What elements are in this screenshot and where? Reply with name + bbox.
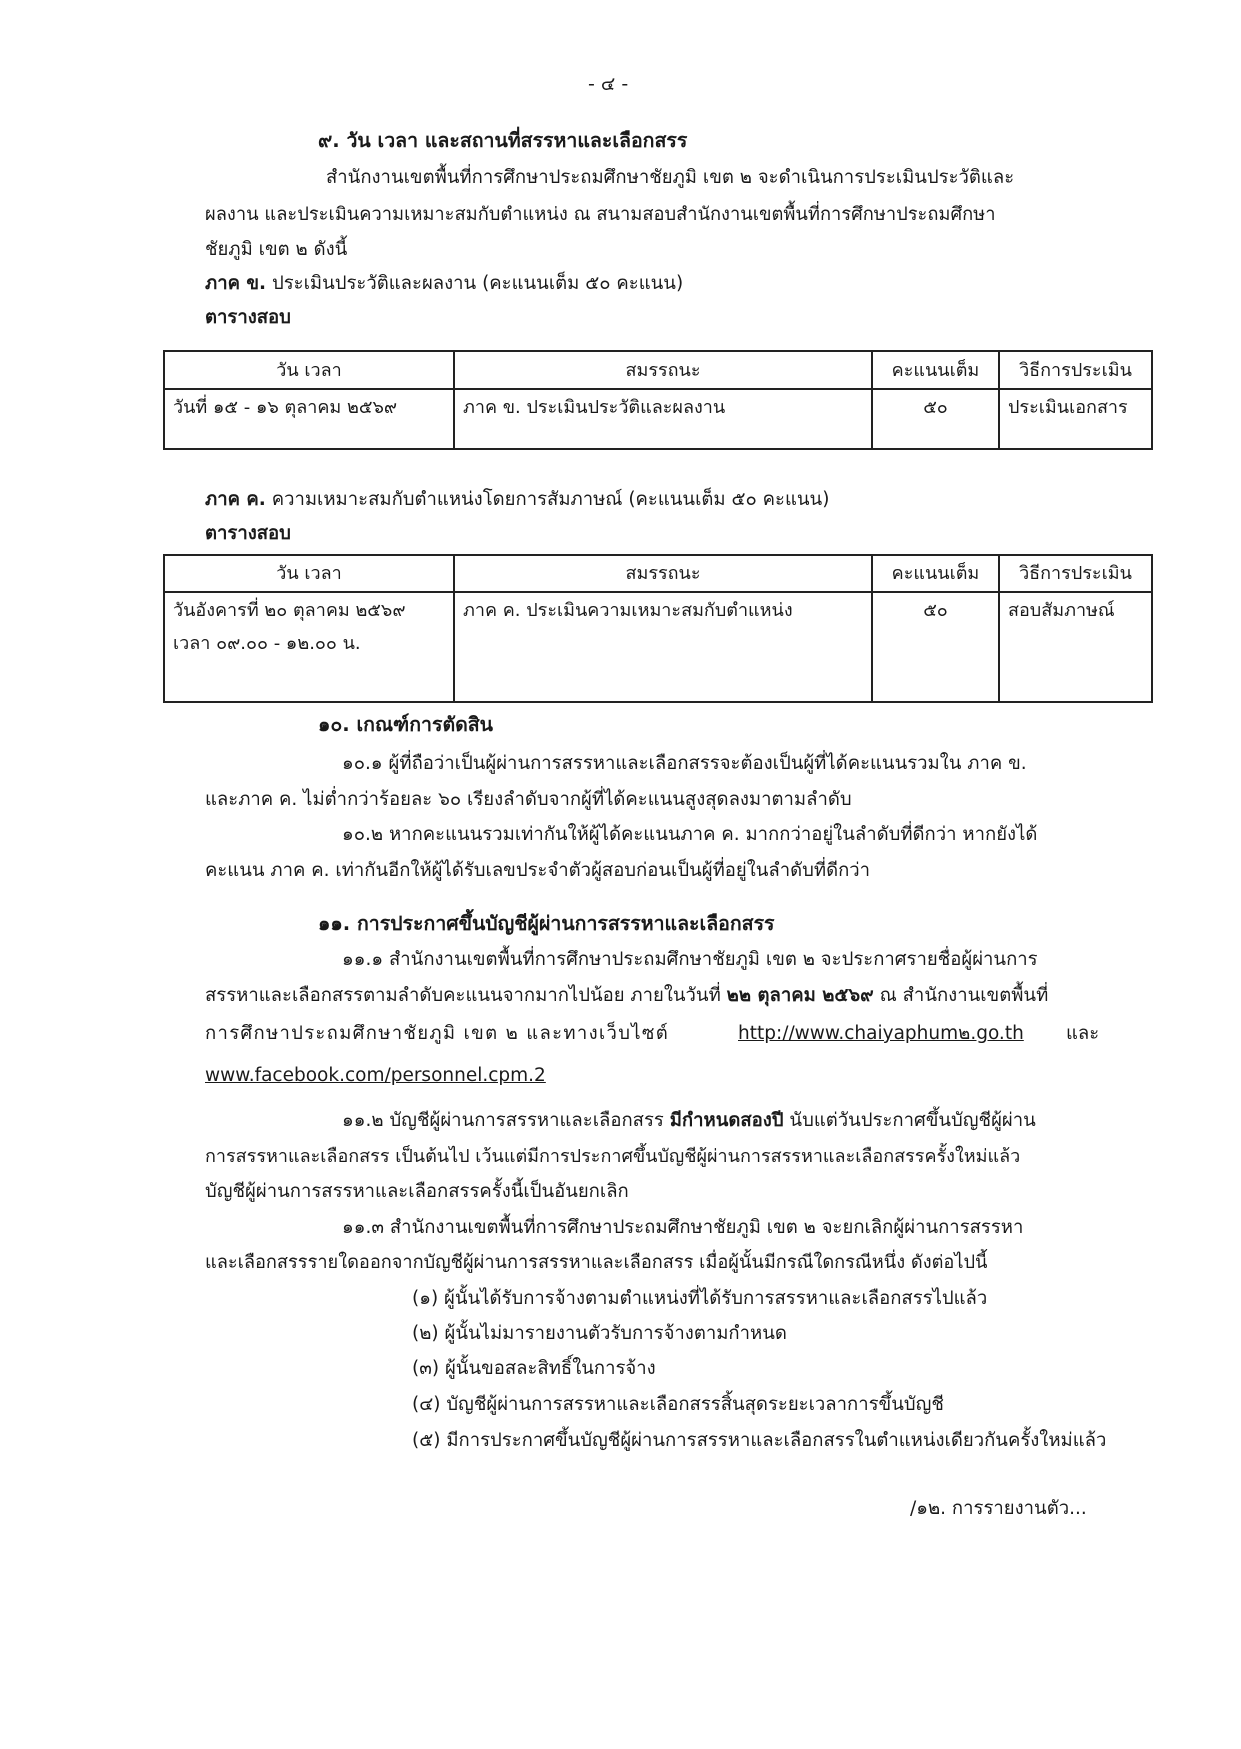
header-competency: สมรรถนะ xyxy=(454,351,872,389)
part-c-schedule-label: ตารางสอบ xyxy=(205,523,291,544)
table-row xyxy=(164,389,1152,449)
section-11-item-3-line-2: และเลือกสรรรายใดออกจากบัญชีผู้ผ่านการสรรหาและเลือกสรร เมื่อผู้นั้นมีกรณีใดกรณีหนึ่ง ดังต่อไปนี้ xyxy=(205,1252,988,1273)
condition-list-item-2: (๒) ผู้นั้นไม่มารายงานตัวรับการจ้างตามกำหนด xyxy=(412,1323,787,1344)
section-11-item-2-line-3: บัญชีผู้ผ่านการสรรหาและเลือกสรรครั้งนี้เป็นอันยกเลิก xyxy=(205,1181,629,1202)
cell-time-line-2: เวลา ๐๙.๐๐ - ๑๒.๐๐ น. xyxy=(173,633,361,654)
cell-method: ประเมินเอกสาร xyxy=(999,389,1152,449)
section-9-paragraph-line-1: สำนักงานเขตพื้นที่การศึกษาประถมศึกษาชัยภูมิ เขต ๒ จะดำเนินการประเมินประวัติและ xyxy=(326,167,1015,188)
facebook-link[interactable]: www.facebook.com/personnel.cpm.2 xyxy=(205,1065,546,1086)
condition-list-item-1: (๑) ผู้นั้นได้รับการจ้างตามตำแหน่งที่ได้รับการสรรหาและเลือกสรรไปแล้ว xyxy=(412,1288,988,1309)
section-10-title: ๑๐. เกณฑ์การตัดสิน xyxy=(318,713,494,736)
cell-score: ๕๐ xyxy=(872,592,999,702)
website-link[interactable]: http://www.chaiyaphum๒.go.th xyxy=(738,1023,1024,1044)
part-c-label: ภาค ค. xyxy=(205,489,266,510)
part-b-heading xyxy=(205,272,683,296)
section-10-item-1-line-1: ๑๐.๑ ผู้ที่ถือว่าเป็นผู้ผ่านการสรรหาและเลือกสรรจะต้องเป็นผู้ที่ได้คะแนนรวมใน ภาค ข. xyxy=(342,753,1027,774)
page-number: - ๔ - xyxy=(588,73,629,95)
part-b-schedule-label: ตารางสอบ xyxy=(205,307,291,328)
section-11-item-1-line-1: ๑๑.๑ สำนักงานเขตพื้นที่การศึกษาประถมศึกษาชัยภูมิ เขต ๒ จะประกาศรายชื่อผู้ผ่านการ xyxy=(342,949,1038,970)
part-c-heading xyxy=(205,488,829,512)
table-row xyxy=(164,592,1152,702)
header-date-time: วัน เวลา xyxy=(164,351,454,389)
section-11-item-2-line-2: การสรรหาและเลือกสรร เป็นต้นไป เว้นแต่มีการประกาศขึ้นบัญชีผู้ผ่านการสรรหาและเลือกสรรครั้งใหม่แล้ว xyxy=(205,1146,1021,1167)
cell-competency: ภาค ค. ประเมินความเหมาะสมกับตำแหน่ง xyxy=(454,592,872,702)
condition-list-item-4: (๔) บัญชีผู้ผ่านการสรรหาและเลือกสรรสิ้นสุดระยะเวลาการขึ้นบัญชี xyxy=(412,1394,944,1415)
cell-score: ๕๐ xyxy=(872,389,999,449)
cell-date-time xyxy=(164,592,454,702)
section-10-item-2-line-1: ๑๐.๒ หากคะแนนรวมเท่ากันให้ผู้ได้คะแนนภาค ค. มากกว่าอยู่ในลำดับที่ดีกว่า หากยังได้ xyxy=(342,824,1038,845)
header-full-score: คะแนนเต็ม xyxy=(872,351,999,389)
header-full-score: คะแนนเต็ม xyxy=(872,555,999,592)
header-competency: สมรรถนะ xyxy=(454,555,872,592)
continuation-marker: /๑๒. การรายงานตัว... xyxy=(910,1498,1087,1519)
section-10-item-1-line-2: และภาค ค. ไม่ต่ำกว่าร้อยละ ๖๐ เรียงลำดับจากผู้ที่ได้คะแนนสูงสุดลงมาตามลำดับ xyxy=(205,789,852,810)
item-2-text-a: ๑๑.๒ บัญชีผู้ผ่านการสรรหาและเลือกสรร xyxy=(342,1110,670,1131)
cell-competency: ภาค ข. ประเมินประวัติและผลงาน xyxy=(454,389,872,449)
part-b-heading-text: ประเมินประวัติและผลงาน (คะแนนเต็ม ๕๐ คะแนน) xyxy=(266,273,684,294)
section-11-item-1-line-3 xyxy=(205,1022,669,1046)
section-10-item-2-line-2: คะแนน ภาค ค. เท่ากันอีกให้ผู้ได้รับเลขประจำตัวผู้สอบก่อนเป็นผู้ที่อยู่ในลำดับที่ดีกว่า xyxy=(205,860,871,881)
part-b-label: ภาค ข. xyxy=(205,273,267,294)
cell-date-line-1: วันอังคารที่ ๒๐ ตุลาคม ๒๕๖๙ xyxy=(173,600,406,621)
section-9-paragraph-line-2: ผลงาน และประเมินความเหมาะสมกับตำแหน่ง ณ สนามสอบสำนักงานเขตพื้นที่การศึกษาประถมศึกษา xyxy=(205,204,996,225)
item-2-text-b: นับแต่วันประกาศขึ้นบัญชีผู้ผ่าน xyxy=(783,1110,1036,1131)
item-1-text-a: สรรหาและเลือกสรรตามลำดับคะแนนจากมากไปน้อย ภายในวันที่ xyxy=(205,985,727,1006)
part-c-heading-text: ความเหมาะสมกับตำแหน่งโดยการสัมภาษณ์ (คะแนนเต็ม ๕๐ คะแนน) xyxy=(265,489,830,510)
section-9-paragraph-line-3: ชัยภูมิ เขต ๒ ดังนี้ xyxy=(205,239,348,260)
condition-list-item-3: (๓) ผู้นั้นขอสละสิทธิ์ในการจ้าง xyxy=(412,1358,656,1379)
announcement-date: ๒๒ ตุลาคม ๒๕๖๙ xyxy=(726,985,874,1006)
validity-period: มีกำหนดสองปี xyxy=(669,1110,784,1131)
section-11-item-1-line-2 xyxy=(205,984,1048,1008)
section-11-title: ๑๑. การประกาศขึ้นบัญชีผู้ผ่านการสรรหาและเลือกสรร xyxy=(318,912,775,935)
item-1-text-b: ณ สำนักงานเขตพื้นที่ xyxy=(873,985,1049,1006)
item-1-text-d: และ xyxy=(1066,1023,1100,1044)
header-method: วิธีการประเมิน xyxy=(999,555,1152,592)
section-11-item-2-line-1 xyxy=(342,1109,1036,1133)
part-c-schedule-table xyxy=(163,554,1153,703)
table-header-row xyxy=(164,555,1152,592)
part-b-schedule-table xyxy=(163,350,1153,450)
table-header-row xyxy=(164,351,1152,389)
header-date-time: วัน เวลา xyxy=(164,555,454,592)
item-1-text-c: การศึกษาประถมศึกษาชัยภูมิ เขต ๒ และทางเว็บไซต์ xyxy=(205,1023,670,1044)
section-9-title: ๙. วัน เวลา และสถานที่สรรหาและเลือกสรร xyxy=(318,129,688,152)
condition-list-item-5: (๕) มีการประกาศขึ้นบัญชีผู้ผ่านการสรรหาและเลือกสรรในตำแหน่งเดียวกันครั้งใหม่แล้ว xyxy=(412,1430,1107,1451)
cell-method: สอบสัมภาษณ์ xyxy=(999,592,1152,702)
header-method: วิธีการประเมิน xyxy=(999,351,1152,389)
cell-date-time: วันที่ ๑๕ - ๑๖ ตุลาคม ๒๕๖๙ xyxy=(164,389,454,449)
section-11-item-3-line-1: ๑๑.๓ สำนักงานเขตพื้นที่การศึกษาประถมศึกษาชัยภูมิ เขต ๒ จะยกเลิกผู้ผ่านการสรรหา xyxy=(342,1217,1024,1238)
